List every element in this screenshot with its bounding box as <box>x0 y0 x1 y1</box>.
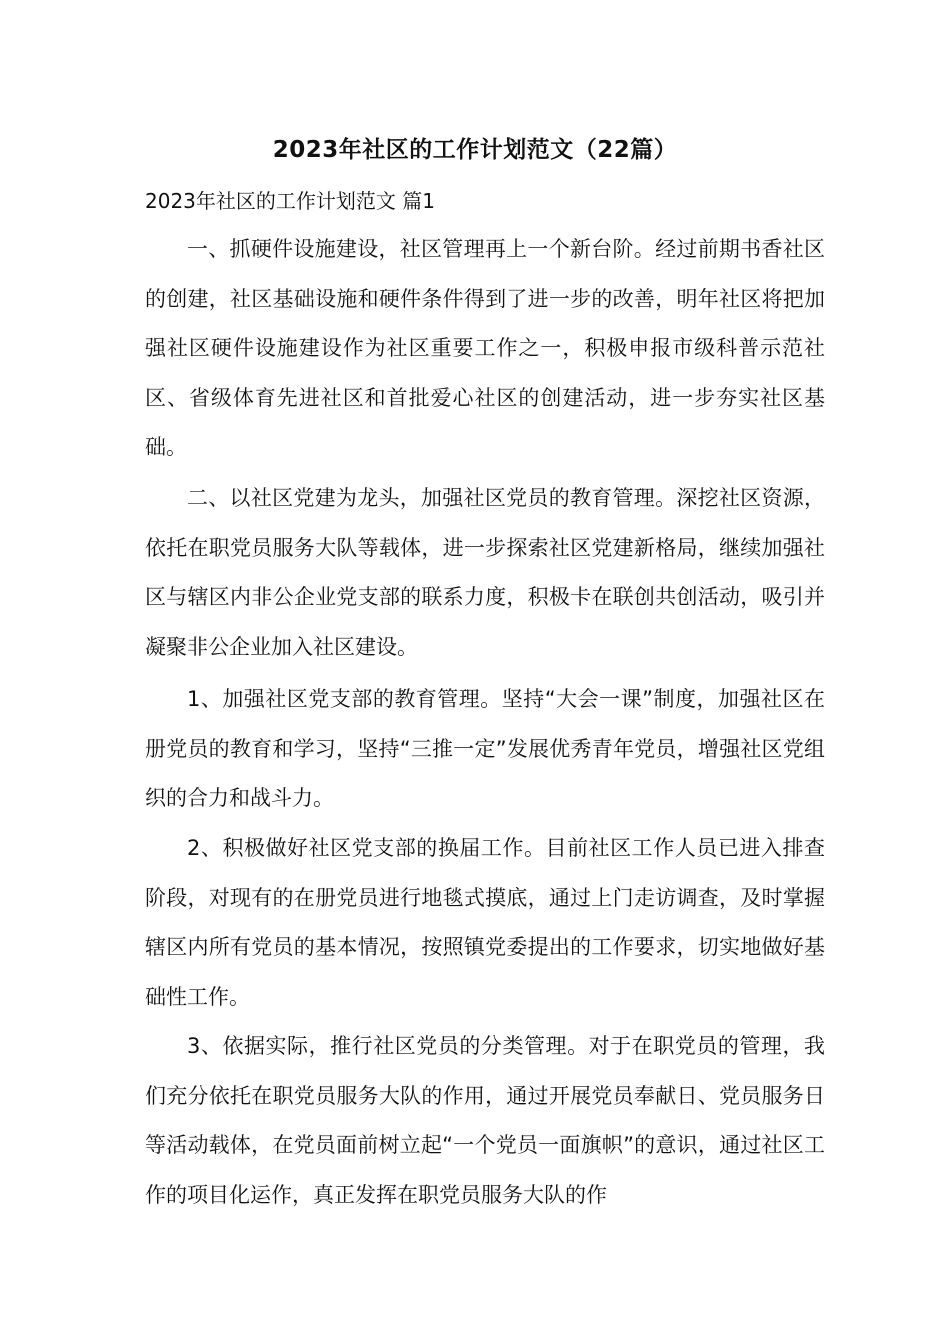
section-subtitle: 2023年社区的工作计划范文 篇1 <box>145 189 435 213</box>
paragraph-5: 3、依据实际，推行社区党员的分类管理。对于在职党员的管理，我们充分依托在职党员服务大队的作用，通过开展党员奉献日、党员服务日等活动载体，在党员面前树立起“一个党员一面旗帜”的意识，通过社区工作的项目化运作，真正发挥在职党员服务大队的作 <box>145 1034 825 1207</box>
paragraph-3: 1、加强社区党支部的教育管理。坚持“大会一课”制度，加强社区在册党员的教育和学习，坚持“三推一定”发展优秀青年党员，增强社区党组织的合力和战斗力。 <box>145 687 825 811</box>
paragraph-2: 二、以社区党建为龙头，加强社区党员的教育管理。深挖社区资源，依托在职党员服务大队等载体，进一步探索社区党建新格局，继续加强社区与辖区内非公企业党支部的联系力度，积极卡在联创共创活动，吸引并凝聚非公企业加入社区建设。 <box>145 486 825 659</box>
paragraph-1: 一、抓硬件设施建设，社区管理再上一个新台阶。经过前期书香社区的创建，社区基础设施和硬件条件得到了进一步的改善，明年社区将把加强社区硬件设施建设作为社区重要工作之一，积极申报市级科普示范社区、省级体育先进社区和首批爱心社区的创建活动，进一步夯实社区基础。 <box>145 237 825 460</box>
paragraph-4: 2、积极做好社区党支部的换届工作。目前社区工作人员已进入排查阶段，对现有的在册党员进行地毯式摸底，通过上门走访调查，及时掌握辖区内所有党员的基本情况，按照镇党委提出的工作要求，切实地做好基础性工作。 <box>145 836 825 1009</box>
document-title: 2023年社区的工作计划范文（22篇） <box>272 137 678 163</box>
